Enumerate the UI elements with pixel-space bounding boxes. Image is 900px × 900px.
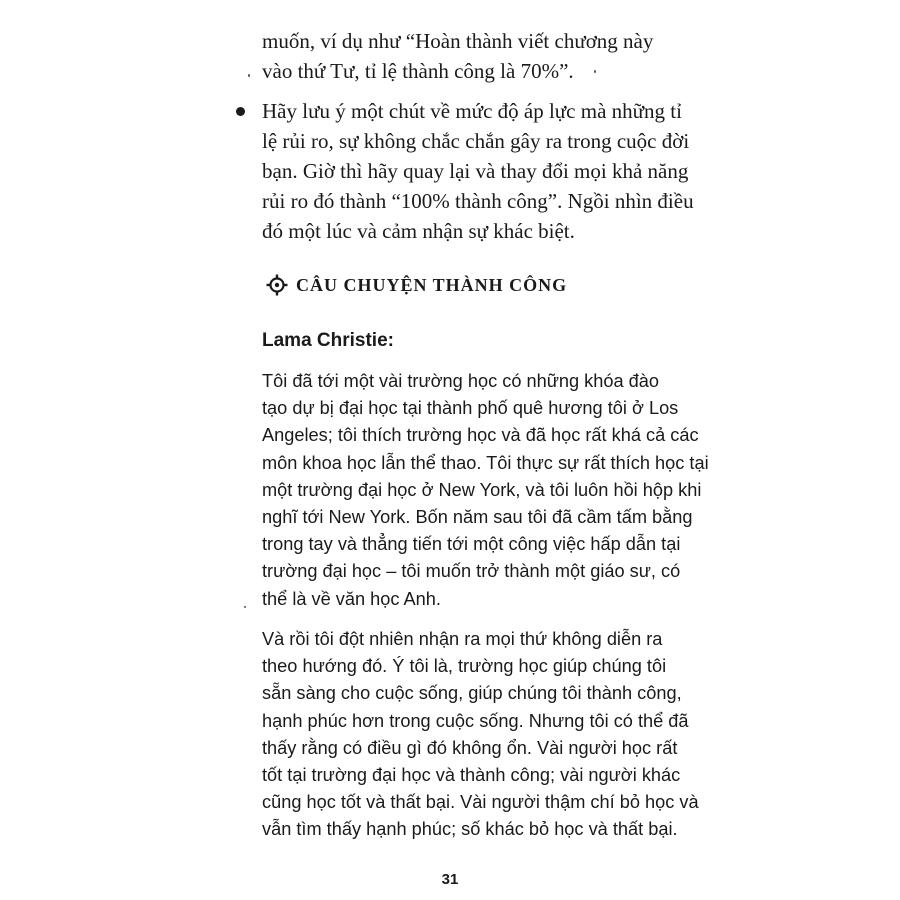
text-line: muốn, ví dụ như “Hoàn thành viết chương này — [262, 29, 654, 53]
text-line: thấy rằng có điều gì đó không ổn. Vài người học rất — [262, 737, 678, 758]
section-heading — [266, 274, 567, 296]
text-line: vào thứ Tư, tỉ lệ thành công là 70%”. — [262, 59, 574, 83]
text-line: trong tay và thẳng tiến tới một công việc hấp dẫn tại — [262, 534, 681, 555]
continuation-text — [262, 26, 658, 86]
text-line: thể là về văn học Anh. — [262, 588, 441, 609]
story-paragraph-1 — [262, 368, 709, 613]
text-line: nghĩ tới New York. Bốn năm sau tôi đã cầm tấm bằng — [262, 507, 693, 528]
scan-speck — [248, 74, 250, 77]
text-line: hạnh phúc hơn trong cuộc sống. Nhưng tôi có thể đã — [262, 710, 689, 731]
text-line: đó một lúc và cảm nhận sự khác biệt. — [262, 219, 575, 243]
bullet-icon — [236, 107, 245, 116]
speaker-name: Lama Christie: — [262, 330, 394, 351]
text-line: vẫn tìm thấy hạnh phúc; số khác bỏ học và thất bại. — [262, 819, 678, 840]
text-line: theo hướng đó. Ý tôi là, trường học giúp chúng tôi — [262, 656, 667, 677]
text-line: một trường đại học ở New York, và tôi luôn hồi hộp khi — [262, 479, 702, 500]
text-line: cũng học tốt và thất bại. Vài người thậm chí bỏ học và — [262, 792, 699, 813]
scan-speck — [594, 70, 596, 73]
text-line: rủi ro đó thành “100% thành công”. Ngồi nhìn điều — [262, 189, 694, 213]
text-line: Angeles; tôi thích trường học và đã học rất khá cả các — [262, 425, 699, 446]
text-line: sẵn sàng cho cuộc sống, giúp chúng tôi thành công, — [262, 683, 682, 704]
scan-speck — [244, 606, 246, 608]
bullet-item — [262, 96, 694, 246]
crosshair-ornament-icon — [266, 274, 288, 296]
page-number: 31 — [441, 871, 459, 888]
text-line: tốt tại trường đại học và thành công; vài người khác — [262, 765, 681, 786]
text-line: bạn. Giờ thì hãy quay lại và thay đổi mọi khả năng — [262, 159, 689, 183]
text-line: môn khoa học lẫn thể thao. Tôi thực sự rất thích học tại — [262, 452, 709, 473]
text-line: Tôi đã tới một vài trường học có những khóa đào — [262, 371, 660, 391]
section-heading-text: CÂU CHUYỆN THÀNH CÔNG — [296, 274, 568, 295]
text-line: trường đại học – tôi muốn trở thành một giáo sư, có — [262, 561, 681, 582]
text-line: Hãy lưu ý một chút về mức độ áp lực mà những tỉ — [262, 99, 682, 123]
story-paragraph-2 — [262, 626, 699, 844]
text-line: tạo dự bị đại học tại thành phố quê hương tôi ở Los — [262, 398, 679, 419]
text-line: Và rồi tôi đột nhiên nhận ra mọi thứ không diễn ra — [262, 629, 663, 649]
text-line: lệ rủi ro, sự không chắc chắn gây ra trong cuộc đời — [262, 129, 690, 153]
